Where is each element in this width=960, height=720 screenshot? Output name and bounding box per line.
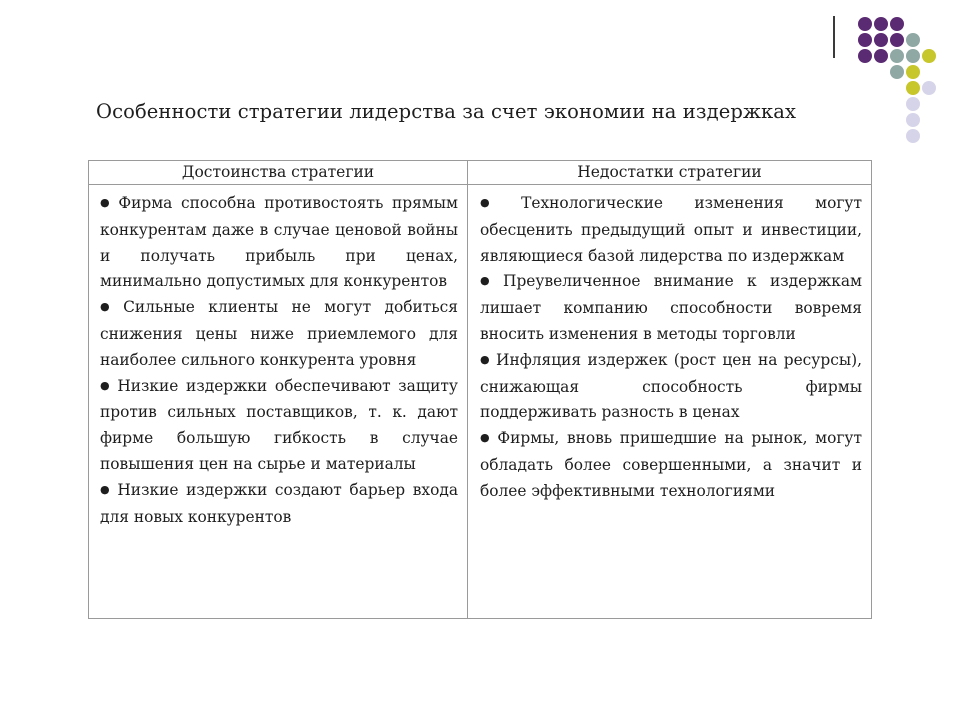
corner-dot: [906, 97, 920, 111]
corner-dot: [890, 33, 904, 47]
header-advantages: Достоинства стратегии: [181, 163, 375, 181]
advantage-text: Фирма способна противостоять прямым конкурентам даже в случае ценовой войны и получать прибыль при ценах, минимально допустимых для конкурентов: [100, 194, 458, 291]
corner-dot: [906, 129, 920, 143]
corner-dot: [858, 33, 872, 47]
corner-dot: [906, 49, 920, 63]
corner-dot: [906, 113, 920, 127]
table-header-row: [89, 161, 871, 185]
advantage-item: [100, 374, 458, 478]
corner-dot: [858, 17, 872, 31]
bullet-icon: ●: [480, 196, 517, 209]
advantage-text: Низкие издержки создают барьер входа для новых конкурентов: [100, 480, 458, 526]
corner-dot: [890, 17, 904, 31]
bullet-icon: ●: [100, 482, 113, 496]
corner-dot: [906, 65, 920, 79]
header-disadvantages: Недостатки стратегии: [577, 163, 762, 181]
advantage-item: [100, 295, 458, 373]
disadvantage-text: Преувеличенное внимание к издержкам лишает компанию способности вовремя вносить изменения в методы торговли: [480, 272, 862, 343]
disadvantage-item: [480, 348, 862, 426]
disadvantage-text: Инфляция издержек (рост цен на ресурсы), снижающая способность фирмы поддерживать разность в ценах: [480, 350, 862, 422]
advantage-item: [100, 478, 458, 531]
disadvantage-text: Фирмы, вновь пришедшие на рынок, могут обладать более совершенными, а значит и более эффективными технологиями: [480, 429, 862, 500]
corner-dot: [922, 49, 936, 63]
bullet-icon: ●: [100, 196, 114, 209]
bullet-icon: ●: [100, 300, 119, 314]
corner-dot: [890, 65, 904, 79]
corner-dot: [874, 17, 888, 31]
corner-dot: [874, 33, 888, 47]
slide-title: Особенности стратегии лидерства за счет экономии на издержках: [96, 100, 797, 123]
advantage-item: [100, 191, 458, 295]
advantages-column: [100, 191, 458, 618]
column-divider: [467, 161, 468, 618]
bullet-icon: ●: [480, 431, 493, 445]
comparison-table: [88, 160, 872, 619]
corner-dot: [906, 33, 920, 47]
corner-dot: [890, 49, 904, 63]
corner-dot: [858, 49, 872, 63]
disadvantage-item: [480, 191, 862, 269]
advantage-text: Сильные клиенты не могут добиться снижения цены ниже приемлемого для наиболее сильного конкурента уровня: [100, 298, 458, 369]
disadvantage-text: Технологические изменения могут обесценить предыдущий опыт и инвестиции, являющиеся базой лидерства по издержкам: [480, 194, 862, 265]
corner-dot: [922, 81, 936, 95]
advantage-text: Низкие издержки обеспечивают защиту против сильных поставщиков, т. к. дают фирме большую гибкость в случае повышения цен на сырье и материалы: [100, 376, 458, 473]
disadvantage-item: [480, 426, 862, 504]
bullet-icon: ●: [480, 274, 499, 288]
bullet-icon: ●: [100, 378, 113, 392]
disadvantage-item: [480, 269, 862, 347]
corner-dot: [874, 49, 888, 63]
corner-divider-line: [833, 16, 835, 58]
bullet-icon: ●: [480, 352, 492, 366]
corner-dot: [906, 81, 920, 95]
disadvantages-column: [480, 191, 862, 618]
